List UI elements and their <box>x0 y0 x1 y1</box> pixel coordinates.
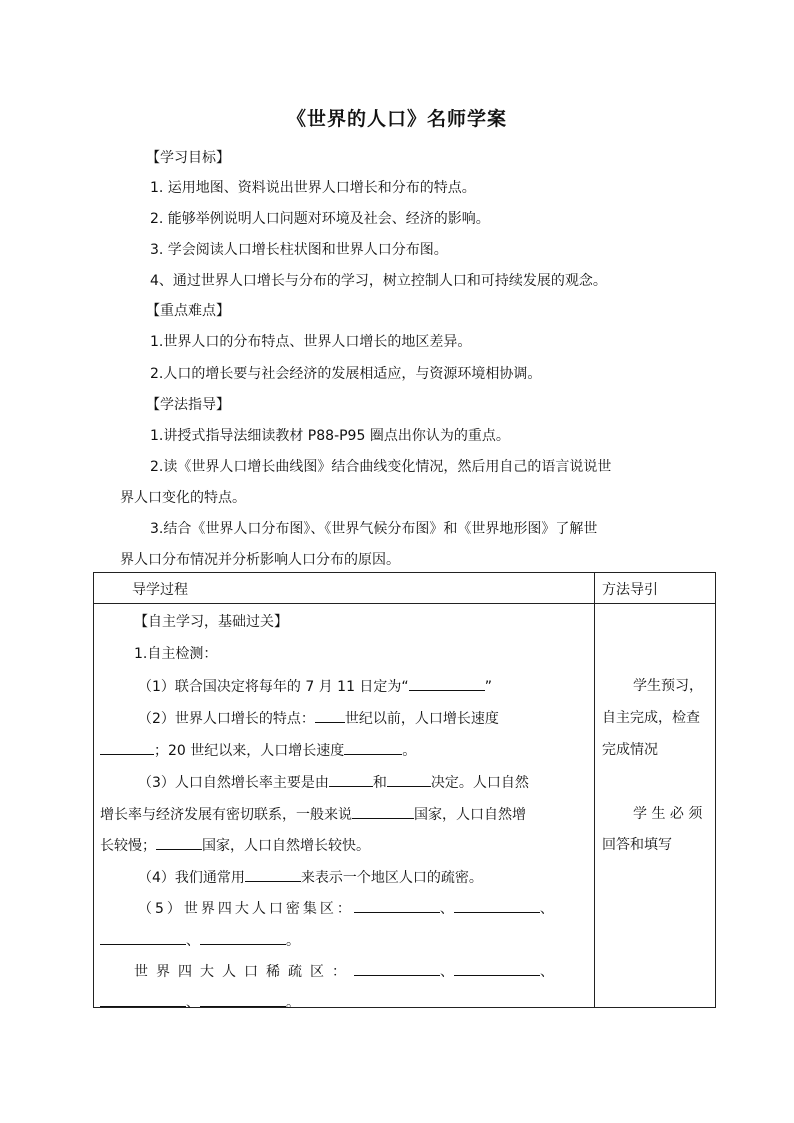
guide-text: 自主完成，检查 <box>602 710 700 726</box>
keypoint-item: 1.世界人口的分布特点、世界人口增长的地区差异。 <box>150 334 472 350</box>
answer-blank[interactable] <box>409 676 485 691</box>
keypoints-heading: 【重点难点】 <box>146 303 230 319</box>
section-heading: 【自主学习，基础过关】 <box>134 614 288 630</box>
guide-text: 学 生 必 须 <box>633 806 703 822</box>
goal-item: 2. 能够举例说明人口问题对环境及社会、经济的影响。 <box>150 211 490 227</box>
answer-blank[interactable] <box>100 740 154 755</box>
answer-blank[interactable] <box>454 961 540 976</box>
question-2: （2）世界人口增长的特点： 世纪以前，人口增长速度 <box>138 708 499 729</box>
question-2-cont: ；20 世纪以来，人口增长速度 。 <box>100 740 416 761</box>
answer-blank[interactable] <box>387 772 431 787</box>
answer-blank[interactable] <box>352 804 414 819</box>
question-5-cont: 、 。 <box>100 930 300 951</box>
study-table <box>93 572 716 1011</box>
guide-text: 完成情况 <box>602 742 658 758</box>
sub-heading: 1.自主检测： <box>134 646 218 662</box>
goal-item: 1. 运用地图、资料说出世界人口增长和分布的特点。 <box>150 180 476 196</box>
question-5: （5）世界四大人口密集区： 、 、 <box>138 898 554 919</box>
method-item-cont: 界人口分布情况并分析影响人口分布的原因。 <box>120 552 400 568</box>
col-header-guide: 方法导引 <box>595 573 716 604</box>
answer-blank[interactable] <box>100 930 186 945</box>
guide-text: 学生预习， <box>633 678 703 694</box>
question-3: （3）人口自然增长率主要是由 和 决定。人口自然 <box>138 772 529 793</box>
method-heading: 【学法指导】 <box>146 397 230 413</box>
method-item-cont: 界人口变化的特点。 <box>120 490 246 506</box>
page-title: 《世界的人口》名师学案 <box>286 108 507 130</box>
process-cell <box>94 604 595 1011</box>
question-5b: 世界四大人口稀疏区： 、 、 <box>134 961 554 982</box>
question-3-cont: 长较慢； 国家，人口自然增长较快。 <box>100 835 370 856</box>
answer-blank[interactable] <box>315 708 345 723</box>
goal-item: 3. 学会阅读人口增长柱状图和世界人口分布图。 <box>150 242 448 258</box>
answer-blank[interactable] <box>454 898 540 913</box>
question-5b-cont: 、 。 <box>100 992 300 1013</box>
question-4: （4）我们通常用 来表示一个地区人口的疏密。 <box>138 867 483 888</box>
answer-blank[interactable] <box>245 867 301 882</box>
goals-heading: 【学习目标】 <box>146 150 230 166</box>
answer-blank[interactable] <box>100 992 186 1007</box>
method-item: 2.读《世界人口增长曲线图》结合曲线变化情况，然后用自己的语言说说世 <box>150 459 612 475</box>
question-3-cont: 增长率与经济发展有密切联系，一般来说 国家，人口自然增 <box>100 804 526 825</box>
keypoint-item: 2.人口的增长要与社会经济的发展相适应，与资源环境相协调。 <box>150 366 542 382</box>
method-item: 3.结合《世界人口分布图》、《世界气候分布图》和《世界地形图》了解世 <box>150 521 598 537</box>
method-item: 1.讲授式指导法细读教材 P88-P95 圈点出你认为的重点。 <box>150 428 510 444</box>
answer-blank[interactable] <box>200 930 286 945</box>
question-1: （1）联合国决定将每年的 7 月 11 日定为“ ” <box>138 676 492 697</box>
answer-blank[interactable] <box>354 898 440 913</box>
guide-cell <box>595 604 716 1008</box>
answer-blank[interactable] <box>354 961 440 976</box>
col-header-process: 导学过程 <box>94 573 595 604</box>
answer-blank[interactable] <box>156 835 202 850</box>
answer-blank[interactable] <box>200 992 286 1007</box>
goal-item: 4、通过世界人口增长与分布的学习，树立控制人口和可持续发展的观念。 <box>150 273 607 289</box>
guide-text: 回答和填写 <box>602 837 672 853</box>
answer-blank[interactable] <box>344 740 402 755</box>
answer-blank[interactable] <box>329 772 373 787</box>
